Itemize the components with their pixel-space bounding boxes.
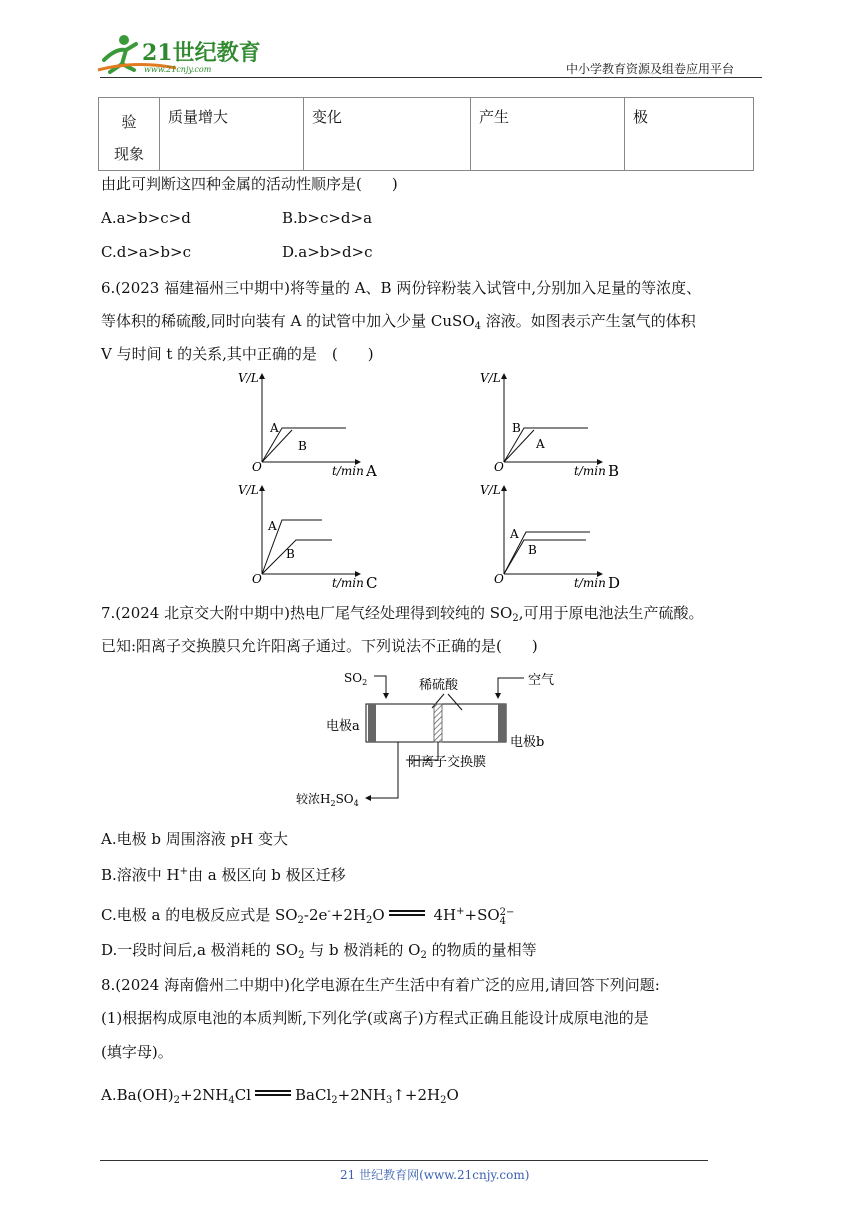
logo-text: 21世纪教育 [142,40,261,66]
table-cell [625,98,754,171]
q5-option-c: C.d>a>b>c [101,243,191,261]
curve-1-label: A [268,519,277,533]
header-rule [100,77,762,78]
table-row [99,98,754,171]
membrane-label: 阳离子交换膜 [408,755,487,770]
q6-line-1: 6.(2023 福建福州三中期中)将等量的 A、B 两份锌粉装入试管中,分别加入足量的等浓度、 [101,279,702,297]
air-label: 空气 [528,673,555,688]
cell-text: 现象 [113,145,144,163]
graph-a [232,368,392,480]
curve-1-label: B [512,421,521,435]
header-right-text: 中小学教育资源及组卷应用平台 [566,62,735,76]
equals-sign [255,1090,291,1096]
outlet-label: 较浓$H_2SO_4$ [296,792,359,808]
electrode-b [498,704,506,742]
experiment-table [98,97,754,171]
q7-option-d: D.一段时间后,a 极消耗的 $SO_2$ 与 b 极消耗的 $O_2$ 的物质的量相等 [101,941,537,961]
graph-id: D [608,574,621,592]
electrode-b-label: 电极b [510,735,545,750]
graph-b [474,368,634,480]
footer-rule [100,1160,708,1161]
q6-line-3: V 与时间 t 的关系,其中正确的是 ( ) [101,345,374,363]
electrode-a [368,704,376,742]
cell-text: 质量增大 [168,108,229,126]
q8-line-1: 8.(2024 海南儋州二中期中)化学电源在生产生活中有着广泛的应用,请回答下列问题: [101,976,660,994]
x-axis-label: t/min [332,576,364,590]
curve-1 [504,540,586,574]
so2-label: $SO_2$ [344,671,368,687]
cell-text: 极 [633,108,649,126]
origin-label: O [494,460,504,474]
origin-label: O [252,460,262,474]
curve-2-label: B [528,543,537,557]
q5-option-a: A.a>b>c>d [101,209,191,227]
q5-stem: 由此可判断这四种金属的活动性顺序是( ) [101,175,398,193]
graph-d [474,480,634,592]
header-logo [96,30,266,76]
cell-text: 产生 [479,108,510,126]
q8-line-3: (填字母)。 [101,1043,173,1061]
cell-text: 验 [121,113,137,131]
equals-sign [389,910,425,916]
x-axis-label: t/min [574,576,606,590]
graph-id: C [366,574,378,592]
runner-logo-icon [96,30,266,76]
q7-option-a: A.电极 b 周围溶液 pH 变大 [101,830,288,848]
acid-label: 稀硫酸 [419,678,459,693]
logo-url: www.21cnjy.com [144,65,212,74]
membrane [434,704,442,742]
y-axis-label: V/L [480,483,501,497]
q8-option-a: $A.Ba(OH)_2+2NH_4Cl$ $BaCl_2+2NH_3↑+2H_2O$ [101,1086,459,1106]
curve-2-label: B [298,439,307,453]
graph-c [232,480,392,592]
curve-2-label: B [286,547,295,561]
origin-label: O [252,572,262,586]
x-axis-label: t/min [332,464,364,478]
y-axis-label: V/L [480,371,501,385]
curve-1-label: A [510,527,519,541]
graph-id: A [366,462,377,480]
curve-1-label: A [270,421,279,435]
curve-2-label: A [536,437,545,451]
q7-line-2: 已知:阳离子交换膜只允许阳离子通过。下列说法不正确的是( ) [101,637,538,655]
table-cell [160,98,304,171]
q7-option-b: B.溶液中 H+由 a 极区向 b 极区迁移 [101,866,346,884]
cell-text: 变化 [312,108,343,126]
table-cell [99,98,160,171]
q8-line-2: (1)根据构成原电池的本质判断,下列化学(或离子)方程式正确且能设计成原电池的是 [101,1009,649,1027]
table-cell [471,98,625,171]
footer-text: 21 世纪教育网(www.21cnjy.com) [340,1168,530,1182]
electrode-a-label: 电极a [326,719,360,734]
q7-line-1: 7.(2024 北京交大附中期中)热电厂尾气经处理得到较纯的 $SO_2$,可用于原电池法生产硫酸。 [101,604,704,624]
table-cell [304,98,471,171]
q7-option-c: C.电极 a 的电极反应式是 $SO_2-2e^-+2H_2O$ 4H++SO 2− 4 [101,906,515,927]
q6-line-2: 等体积的稀硫酸,同时向装有 A 的试管中加入少量 CuSO$_4$ 溶液。如图表示产生氢气的体积 [101,312,696,332]
q5-option-d: D.a>b>d>c [282,243,373,261]
origin-label: O [494,572,504,586]
y-axis-label: V/L [238,371,259,385]
cell-diagram [292,662,592,822]
x-axis-label: t/min [574,464,606,478]
q5-option-b: B.b>c>d>a [282,209,373,227]
y-axis-label: V/L [238,483,259,497]
graph-id: B [608,462,620,480]
